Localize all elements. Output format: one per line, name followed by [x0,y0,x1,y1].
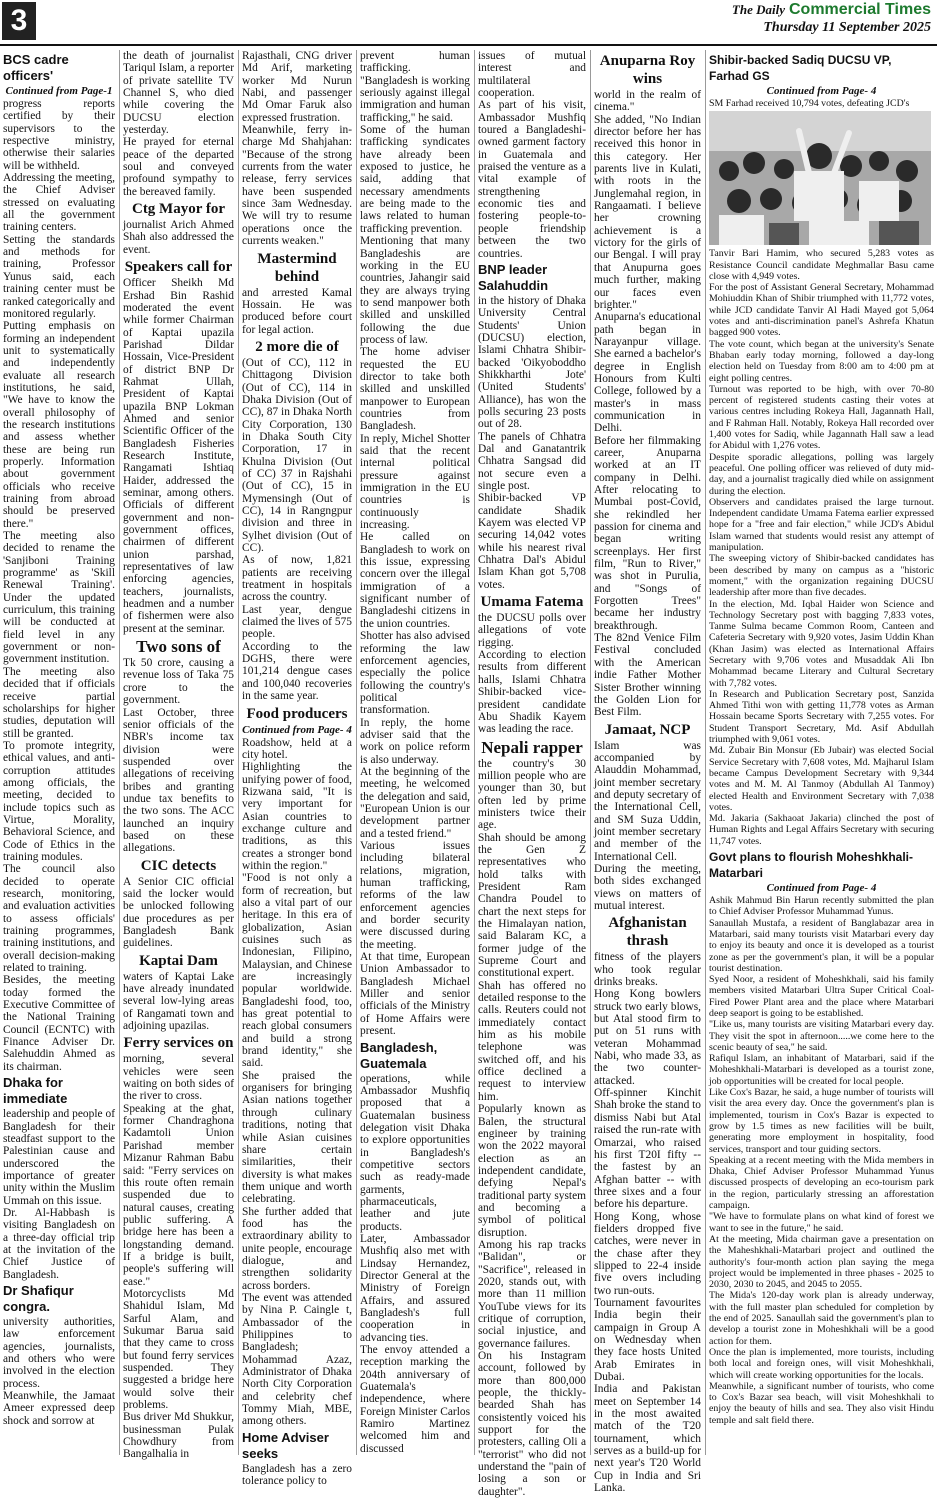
paragraph: Meanwhile, a significant number of tourists, who come to Cox's Bazar sea beach, will visit Moheshkhali to enjoy the beauty of hills and sea. They also visit Hindu temple and salt field there. [709,1380,934,1426]
column-rule [590,50,591,1455]
crowd-photo-image [709,111,931,245]
paragraph: Tk 50 crore, causing a revenue loss of Taka 75 crore to the government. [123,657,234,707]
paragraph: Among his rap tracks "Balidan", or "Sacrifice", released in 2020, stands out, with more than 11 million YouTube views for its critique of corruption, social injustice, and governance failures. [478,1238,586,1350]
column-7 [709,50,934,1455]
masthead [0,0,937,46]
paragraph: Hong Kong, whose fielders dropped five catches, were never in the chase after they slipped to 22-4 inside five overs including two run-outs. [594,1210,701,1297]
paragraph: The sweeping victory of Shibir-backed candidates has been described by many on campus as a "historic moment," with the organization regaining DUCSU leadership after more than five decades. [709,553,934,599]
paragraph: Before her filmmaking career, Anuparna worked at an IT company in Delhi. After relocating to Mumbai post-Covid, she rekindled her passion for cinema and began writing screenplays. Her first film, "Run to River," was shot in Purulia, and "Songs of Forgotten Trees" became her industry breakthrough. [594,434,701,632]
continued-note: Continued from Page-1 [5,85,113,97]
paragraph: Md. Zubair Bin Monsur (Eb Jubair) was elected Social Service Secretary with 7,608 votes, Md. Majharul Islam became Campus Development Secretary with 9,344 votes and M. M. Al Tanmoy (Abdullah Al Tanmoy) elected Health and Environment Secretary with 7,038 votes. [709,745,934,813]
paragraph: On his Instagram account, followed by more than 800,000 people, the thickly-bearded Shah has consistently voiced his support for the protesters, calling Oli a "terrorist" who did not understand the "pain of losing a son or daughter". [478,1350,586,1498]
paragraph: "Bangladesh is working seriously against illegal immigration and human trafficking," he said. [360,74,470,124]
paragraph: Last October, three senior officials of the NBR's income tax division were suspended over allegations of receiving bribes and granting undue tax benefits to the two sons. The ACC launched an inquiry based on these allegations. [123,706,234,855]
headline-jamaat-ncp: Jamaat, NCP [604,721,691,738]
paragraph: and arrested Kamal Hossain. He was produced before court for legal action. [242,286,352,336]
paper-name: Commercial Times [789,1,931,18]
paragraph: progress reports certified by their supervisors to the respective ministry, otherwise their salaries will be withheld. [3,98,115,172]
paragraph: Off-spinner Kinchit Shah broke the stand to dismiss Nabi but Atal raised the run-rate with Omarzai, who raised his first T20I fifty -- the fastest by an Afghan batter -- with three sixes and a four before his departure. [594,1087,701,1211]
paragraph: In reply, Michel Shotter said that the recent internal political pressure against immigration in the EU countries is continuously increasing. [360,432,470,532]
paragraph: Observers and candidates praised the large turnout. Independent candidate Umama Fatema earlier expressed hope for a "free and fair election," while JCD's Abidul Islam warned that students would resist any attempt of manipulation. [709,496,934,554]
column-5 [478,50,586,1498]
paragraph: The 82nd Venice Film Festival concluded with the American indie Father Mother Sister Brother winning the Golden Lion for Best Film. [594,632,701,719]
paragraph: Bus driver Md Shukkur, businessman Pulak Chowdhury from Bangalhalia in [123,1411,234,1461]
paper-prefix: The Daily [731,2,785,17]
paragraph: She further added that food has the extraordinary ability to unite people, encourage dialogue, and strengthen solidarity across borders. [242,1205,352,1292]
paragraph: At that time, European Union Ambassador to Bangladesh Michael Miller and senior officials of the Ministry of Home Affairs were present. [360,951,470,1038]
paragraph: Shibir-backed VP candidate Shadik Kayem was elected VP securing 14,042 votes while his nearest rival Chhatra Dal's Abidul Islam Khan got 5,708 votes. [478,492,586,591]
headline-dengue: 2 more die of [255,338,339,355]
paragraph: The home adviser requested the EU director to take both skilled and unskilled manpower to European countries from Bangladesh. [360,346,470,433]
headline-afghanistan: Afghanistan thrash [608,915,687,950]
continued-note: Continued from Page- 4 [242,723,352,736]
paragraph: Tanvir Bari Hamim, who secured 5,283 votes as Resistance Council candidate Meghmallar Basu came close with 4,949 votes. [709,248,934,282]
column-6 [594,50,701,1495]
paragraph: issues of mutual interest and multilateral cooperation. [478,50,586,100]
paragraph: For the post of Assistant General Secretary, Mohammad Mohiuddin Khan of Shibir triumphed with 11,772 votes, while JCD candidate Tanvir Al Hadi Mayed got 5,064 votes and anti-discrimination panel's Ashrefa Khatun bagged 900 votes. [709,282,934,339]
paragraph: As part of his visit, Ambassador Mushfiq toured a Bangladeshi-owned garment factory in Guatemala and praised the venture as a vital example of strengthening economic ties and fostering people-to-people friendship between the two countries. [478,99,586,260]
paragraph: Besides, the meeting today formed the Executive Committee of the National Training Council (ECNTC) with Finance Adviser Dr. Salehuddin Ahmed as its chairman. [3,974,115,1073]
paragraph: Like Cox's Bazar, he said, a huge number of tourists will visit the area every day. Once the government's plan is implemented, tourism in Cox's Bazar is expected to grow by 1.5 times as new facilities will be built, generating more employment in hospitality, food services, transport and tour guiding sectors. [709,1087,934,1155]
paragraph: A Senior CIC official said the locker would be unlocked following due procedures as per Bangladesh Bank guidelines. [123,875,234,950]
paragraph: She praised the organisers for bringing Asian nations together through culinary traditions, noting that while Asian cuisines share certain similarities, their diversity is what makes them unique and worth celebrating. [242,1069,352,1206]
headline-guatemala: Bangladesh, Guatemala [360,1039,438,1071]
paragraph: prevent human trafficking. [360,50,470,75]
paragraph: The vote count, which began at the university's Senate Bhaban early today morning, followed a day-long election held on Tuesday from 8:00 am to 4:00 pm at eight polling centres. [709,338,934,384]
paragraph: He prayed for eternal peace of the departed soul and conveyed profound sympathy to the bereaved family. [123,136,234,198]
paragraph: Popularly known as Balen, the structural engineer by training won the 2022 mayoral election as an independent candidate, defying Nepal's traditional party system and becoming a symbol of political disruption. [478,1103,586,1239]
paragraph: Setting the standards and methods for training, Professor Yunus said, each training center must be ranked categorically and monitored regularly. [3,233,115,320]
paragraph: The event was attended by Nina P. Caingle t, Ambassador of the Philippines to Bangladesh; Mohammad Azaz, Administrator of Dhaka North City Corporation and celebrity chef Tommy Miah, MBE, among others. [242,1291,352,1428]
paragraph: Meanwhile, ferry in-charge Md Shahjahan: "Because of the strong currents from the water release, ferry services have been suspended since 3am Wednesday. We will try to resume operations once the currents weaken." [242,124,352,248]
paragraph: The meeting also decided to rename the 'Sanjiboni Training programme' as 'Skill Renewal Training'. Under the updated curriculum, this training will be conducted at field level in any government or non-government institution. [3,530,115,666]
paragraph: Turnout was reported to be high, with over 70-80 percent of registered students casting their votes at various centres including Rokeya Hall, Jagannath Hall, and F Rahman Hall. Notably, Rokeya Hall recorded over 1,400 votes for Sadiq, while Jagannath Hall saw a lead for Abidul with 1,276 votes. [709,383,934,452]
headline-ferry: Ferry services on [123,1035,234,1052]
paragraph: To promote integrity, ethical values, and anti-corruption attitudes among officials, the meeting, decided to include topics such as Virtue, Morality, Behavioral Science, and Code of Ethics in the training modules. [3,739,115,863]
headline-nepali-rapper: Nepali rapper [481,737,583,757]
page-number: 3 [2,2,36,40]
paragraph: Tournament favourites India begin their campaign in Group A on Wednesday when they face hosts United Arab Emirates in Dubai. [594,1296,701,1384]
paragraph: Rafiqul Islam, an inhabitant of Matarbari, said if the Moheshkhali-Matarbari is developed as a tourist zone, job opportunities will be created for local people. [709,1053,934,1087]
paragraph: Speaking at the ghat, former Chandraghona Kadamtoli Union Parishad member Mizanur Rahman Babu said: "Ferry services on this route often remain suspended due to natural causes, creating public suffering. A bridge here has been a longstanding demand. If a bridge is built, people's suffering will ease." [123,1102,234,1288]
paragraph: leadership and people of Bangladesh for their steadfast support to the Palestinian cause and underscored the importance of greater unity within the Muslim Ummah on this issue. [3,1108,115,1207]
paragraph: Despite sporadic allegations, polling was largely peaceful. One polling officer was relieved of duty mid-day, and a journalist tragically died while on assignment during the election. [709,451,934,497]
paragraph: Putting emphasis on forming an independent unit to systematically and independently evaluate all research institutions, he said, "We have to know the overall philosophy of the research institutions and assess whether these are being run properly. Information about government officials who receive training from abroad should be preserved there." [3,320,115,530]
paragraph: Meanwhile, the Jamaat Ameer expressed deep shock and sorrow at [3,1390,115,1427]
column-rule [356,50,357,1455]
paragraph: in the history of Dhaka University Central Students' Union (DUCSU) election, Islami Chhatra Shibir-backed 'Oikyoboddho Shikkharthi Jote' (United Students' Alliance), has won the polls securing 23 posts out of 28. [478,294,586,431]
column-rule [238,50,239,1455]
paragraph: Roadshow, held at a city hotel. [242,736,352,761]
headline-bcs: BCS cadre officers' [3,52,69,83]
paragraph: Some of the human trafficking syndicates have already been exposed to justice, he said, adding that necessary amendments are being made to the laws related to human trafficking prevention. [360,124,470,235]
paragraph: In Research and Publication Secretary post, Sanzida Ahmed Tithi won with getting 11,778 votes as Arman Hossain became Sports Secretary with 7,255 votes. For Student Transport Secretary, Md. Asif Abdullah triumphed with 9,061 votes. [709,688,934,746]
paragraph: Syed Noor, a resident of Moheshkhali, said his family members visited Matarbari Ultra Super Critical Coal-Fired Power Plant area and the place where Matarbari deep seaport is going to be established. [709,974,934,1019]
paragraph: Islam was accompanied by Alauddin Mohammad, joint member secretary and deputy secretary of the International Cell, and SM Suza Uddin, joint member secretary and member of the International Cell. [594,739,701,863]
headline-shibir-ducsu: Shibir-backed Sadiq DUCSU VP, Farhad GS [709,53,892,83]
headline-mastermind: Mastermind behind [257,250,337,285]
headline-two-sons: Two sons of [136,637,221,657]
paragraph: Hong Kong bowlers struck two early blows, but Atal stood firm to put on 51 runs with veteran Mohammad Nabi, who made 33, as the two counter-attacked. [594,988,701,1087]
headline-dhaka: Dhaka for immediate [3,1075,68,1107]
headline-cic: CIC detects [140,857,217,874]
paragraph: The Mida's 120-day work plan is already underway, with the full master plan scheduled for completion by the end of 2025. Sanaullah said the government's plan to develop a tourist zone in Moheshkhali will be a good action for them. [709,1290,934,1347]
headline-moheshkhali: Govt plans to flourish Moheshkhali-Matarbari [709,850,914,881]
headline-ctg-mayor: Ctg Mayor for [131,201,226,218]
paragraph: the death of journalist Tariqul Islam, a reporter of private satellite TV Channel S, who died while covering the DUCSU election yesterday. [123,50,234,137]
paragraph: Dr. Al-Habbash is visiting Bangladesh on a three-day official trip at the invitation of the Chief Justice of Bangladesh. [3,1206,115,1281]
continued-note: Continued from Page- 4 [766,882,877,895]
paragraph: morning, several vehicles were seen waiting on both sides of the river to cross. [123,1053,234,1103]
headline-shafiqur: Dr Shafiqur congra. [3,1282,74,1314]
paragraph: the country's 30 million people who are younger than 30, but often led by prime ministers twice their age. [478,757,586,832]
paragraph: The meeting also decided that if officials receive partial scholarships for higher studies, deputation will still be granted. [3,665,115,740]
column-rule [705,50,706,1455]
paragraph: Highlighting the unifying power of food, Rizwana said, "It is very important for Asian countries to exchange culture and traditions, as this creates a stronger bond within the region." [242,761,352,872]
election-crowd-photo [709,111,931,245]
paragraph: She added, "No Indian director before her has received this honor in this category. Her parents live in Kulati, with roots in the Junglemahal region, in Rangaamati. I believe her crowning achievement is a victory for the girls of our Bengal. I will pray that Anupurna goes much further, making our faces even brighter." [594,113,701,311]
paragraph: The envoy attended a reception marking the 204th anniversary of Guatemala's independence, where Foreign Minister Carlos Ramiro Martinez welcomed him and discussed [360,1344,470,1455]
continued-note: Continued from Page- 4 [766,85,877,97]
paragraph: Rajasthali, CNG driver Md Arif, marketing worker Md Nurun Nabi, and passenger Md Omar Faruk also expressed frustration. [242,50,352,124]
headline-food: Food producers [246,705,348,722]
paragraph: operations, while Ambassador Mushfiq proposed that a Guatemalan business delegation visit Dhaka to explore opportunities in Bangladesh's competitive sectors such as ready-made garments, pharmaceuticals, leather and jute products. [360,1072,470,1233]
paragraph: According to election results from different halls, Islami Chhatra Shibir-backed vice-president candidate Abu Shadik Kayem was leading the race. [478,649,586,736]
paragraph: Last year, dengue claimed the lives of 575 people. [242,603,352,641]
paragraph: At the meeting, Mida chairman gave a presentation on the Maheshkhali-Matarbari project and outlined the authority's four-month action plan saying the mega project would be implemented in three phases - 2025 to 2030, 2030 to 2045, and 2045 to 2055. [709,1233,934,1291]
column-3 [242,50,352,1488]
headline-anuparna: Anuparna Roy wins [599,53,696,87]
column-rule [119,50,120,1455]
paragraph: In reply, the home adviser said that the work on police reform is also underway. [360,716,470,766]
paragraph: During the meeting, both sides exchanged views on matters of mutual interest. [594,862,701,912]
headline-umama: Umama Fatema [480,594,584,611]
paragraph: Md. Jakaria (Sakhaoat Jakaria) clinched the post of Human Rights and Legal Affairs Secretary with securing 11,747 votes. [709,813,934,847]
paragraph: fitness of the players who took regular drinks breaks. [594,951,701,989]
paragraph: university authorities, law enforcement agencies, journalists, and others who were involved in the election process. [3,1315,115,1390]
paragraph: Mentioning that many Bangladeshis are working in the EU countries, Jahangir said they are always trying to send manpower both skilled and unskilled following the due process of law. [360,235,470,346]
paragraph: Sanaullah Mustafa, a resident of Banglabazar area in Matarbari, said many tourists visit Matarbari every day to enjoy its beauty and once it is developed as a tourist zone as per the government's plan, it will be a popular tourist destination. [709,917,934,974]
paragraph: world in the realm of cinema." [594,89,701,114]
paragraph: the DUCSU polls over allegations of vote rigging. [478,612,586,649]
paragraph: "Like us, many tourists are visiting Matarbari every day. They visit the spot in afternoon.....we come here to the scenic beauty of sea," he said. [709,1019,934,1053]
paragraph: In the election, Md. Iqbal Haider won Science and Technology Secretary post with bagging 7,833 votes, Tanme Sulma became Common Room, Canteen and Cafeteria Secretary with 9,920 votes, Jasim Uddin Khan (Khan Jasim) was elected as International Affairs Secretary with 9,706 votes and Musaddak Ali Ibn Mohammad became Literary and Cultural Secretary with 7,782 votes. [709,598,934,689]
paragraph: Anuparna's educational path began in Narayanpur village. She earned a bachelor's degree in English Honours from Kulti College, followed by a master's in mass communication in Delhi. [594,311,701,435]
paper-brand [732,1,931,37]
paragraph: Shotter has also advised reforming the law enforcement agencies, especially the police following the country's political transformation. [360,630,470,717]
paragraph: "Food is not only a form of recreation, but also a vital part of our heritage. In this era of globalization, Asian cuisines such as Indonesian, Filipino, Malaysian, and Chinese are increasingly popular worldwide. Bangladeshi food, too, has great potential to reach global consumers and build a strong brand identity," she said. [242,872,352,1070]
headline-salahuddin: BNP leader Salahuddin [478,261,549,293]
paragraph: SM Farhad received 10,794 votes, defeating JCD's [709,98,910,109]
paragraph: At the beginning of the meeting, he welcomed the delegation and said, "European Union is our development partner and a tested friend." [360,765,470,840]
paragraph: He called on Bangladesh to work on this issue, expressing concern over the illegal immigration of a significant number of Bangladeshi citizens in the union countries. [360,531,470,630]
paragraph: Various issues including bilateral relations, migration, human trafficking, reforms of the law enforcement agencies and border security were discussed during the meeting. [360,840,470,951]
paragraph: (Out of CC), 112 in Chittagong Division (Out of CC), 114 in Dhaka Division (Out of CC), 87 in Dhaka North City Corporation, 130 in Dhaka South City Corporation, 17 in Khulna Division (Out of CC) 37 in Rajshahi (Out of CC), 15 in Mymensingh (Out of CC), 14 in Rangngpur division and three in Sylhet division (Out of CC). [242,356,352,555]
paragraph: Later, Ambassador Mushfiq also met with Lindsay Hernandez, Director General at the Ministry of Foreign Affairs, and assured Bangladesh's full cooperation in advancing ties. [360,1232,470,1344]
paragraph: Motorcyclists Md Shahidul Islam, Md Sarful Alam, and Sukumar Barua said that they came to cross but found ferry services suspended. They suggested a bridge here would solve their problems. [123,1287,234,1412]
column-2 [123,50,234,1461]
column-rule [474,50,475,1455]
paragraph: Bangladesh has a zero tolerance policy to [242,1462,352,1488]
paragraph: The council also decided to operate research, monitoring, and evaluation activities to assess officials' training programmes, training institutions, and overall decision-making related to training. [3,863,115,975]
paragraph: Officer Sheikh Md Ershad Bin Rashid moderated the event while former Chairman of Kaptai upazila Parishad Dildar Hossain, Vice-President of district BNP Dr Rahmat Ullah, President of Kaptai upazila BNP Lokman Ahmed and senior Scientific Officer of the Bangladesh Fisheries Research Institute, Rangamati Ishtiaq Haider, addressed the seminar, among others. Officials of different government and non-government offices, chairmen of different union parshad, representatives of law enforcing agencies, teachers, journalists, headmen and a number of fishermen were also present at the seminar. [123,277,234,635]
paragraph: According to the DGHS, there were 101,214 dengue cases and 100,040 recoveries in the same year. [242,640,352,703]
column-1 [3,50,115,1455]
paragraph: Shah should be among the Gen Z representatives who hold talks with President Ram Chandra Poudel to chart the next steps for the Himalayan nation, said Balaram KC, a former judge of the Supreme Court and constitutional expert. [478,831,586,980]
headline-kaptai: Kaptai Dam [139,952,218,969]
paragraph: journalist Arich Ahmed Shah also addressed the event. [123,219,234,256]
paragraph: Addressing the meeting, the Chief Adviser stressed on evaluating all the government training centers. [3,172,115,234]
paragraph: waters of Kaptai Lake have already inundated several low-lying areas of Rangamati town and adjoining upazilas. [123,970,234,1033]
paragraph: Ashik Mahmud Bin Harun recently submitted the plan to Chief Adviser Professor Muhammad Yunus. [709,895,934,918]
column-4 [360,50,470,1455]
paragraph: India and Pakistan meet on September 14 in the most awaited match of the T20 tournament, which serves as a build-up for next year's T20 World Cup in India and Sri Lanka. [594,1383,701,1495]
headline-home-adviser: Home Adviser seeks [242,1429,329,1461]
paragraph: Shah has offered no detailed response to the calls. Reuters could not immediately contact him as his mobile telephone was switched off, and his office declined a request to interview him. [478,979,586,1103]
paragraph: As of now, 1,821 patients are receiving treatment in hospitals across the country. [242,554,352,604]
paragraph: The panels of Chhatra Dal and Ganatantrik Chhatra Sangsad did not secure even a single post. [478,430,586,492]
paragraph: Once the plan is implemented, more tourists, including both local and foreign ones, will visit Moheshkhali, which will create working opportunities for the locals. [709,1346,934,1381]
headline-speakers: Speakers call for [124,259,233,276]
issue-date: Thursday 11 September 2025 [763,20,931,35]
paragraph: Speaking at a recent meeting with the Mida members in Dhaka, Chief Adviser Professor Muhammad Yunus discussed prospects of developing an eco-tourism park in the region, particularly stressing an afforestation campaign. [709,1154,934,1212]
paragraph: "We have to formulate plans on what kind of forest we want to see in the future," he said. [709,1211,934,1234]
